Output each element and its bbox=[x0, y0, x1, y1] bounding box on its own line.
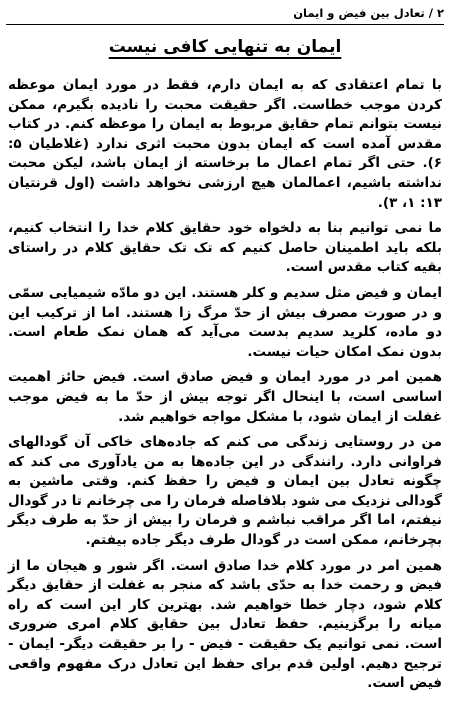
chapter-title bbox=[0, 36, 450, 58]
paragraph: همین امر در مورد ایمان و فیض صادق است. فیض حائز اهمیت اساسی است، با اینحال اگر توجه بیش از حدّ ما به فیض موجب غفلت از ایمان شود، با مشکل مواجه خواهیم شد. bbox=[8, 369, 442, 425]
paragraph: ایمان و فیض مثل سدیم و کلر هستند. این دو مادّه شیمیایی سمّی و در صورت مصرف بیش از حدّ مرگ زا هستند. اما از ترکیب این دو ماده، کلرید سدیم بدست می‌آید که همان نمک طعام است. بدون نمک امکان حیات نیست. bbox=[8, 284, 442, 360]
paragraph: با تمام اعتقادی که به ایمان دارم، فقط در مورد ایمان موعظه کردن موجب خطاست. اگر حقیقت محبت را نادیده بگیرم، ممکن نیست بتوانم تمام حقایق مربوط به ایمان را موعظه کنم. در کتاب مقدس آمده است که ایمان بدون محبت اثری ندارد (غلاطیان ۵: ۶). حتی اگر تمام اعمال ما برخاسته از ایمان باشد، لیکن محبت نداشته باشیم، اعمالمان هیچ ارزشی نخواهد داشت (اول قرنتیان ۱۳: ۱، ۳). bbox=[8, 77, 442, 211]
paragraph: همین امر در مورد کلام خدا صادق است. اگر شور و هیجان ما از فیض و رحمت خدا به حدّی باشد که منجر به غفلت از حقایق دیگر کلام شود، دچار خطا خواهیم شد. بهترین کار این است که راه میانه را برگزینیم. حفظ تعادل بین حقایق کلام امری ضروری است. نمی توانیم یک حقیقت - فیض - را بر حقیقت دیگر- ایمان - ترجیح دهیم. اولین قدم برای حفظ این تعادل درک مفهوم واقعی فیض است. bbox=[8, 557, 442, 692]
running-header bbox=[6, 2, 444, 25]
running-header-text: ۲ / تعادل بین فیض و ایمان bbox=[293, 6, 444, 20]
paragraph: ما نمی توانیم بنا به دلخواه خود حقایق کلام خدا را انتخاب کنیم، بلکه باید اطمینان حاصل کنیم که تک تک حقایق کلام در راستای بقیه کتاب مقدس است. bbox=[8, 220, 442, 276]
body-text bbox=[8, 76, 442, 723]
chapter-title-text: ایمان به تنهایی کافی نیست bbox=[108, 37, 342, 57]
paragraph: من در روستایی زندگی می کنم که جاده‌های خاکی آن گودالهای فراوانی دارد. رانندگی در این جاده‌ها به من یادآوری می کند که چگونه تعادل بین ایمان و فیض را حفظ کنم. وقتی ماشین به گودالی نزدیک می شود بلافاصله فرمان را می چرخانم تا در گودال نیفتم، اما اگر مراقب نباشم و فرمان را بیش از حدّ به طرف دیگر بچرخانم، ممکن است در گودال طرف دیگر جاده بیفتم. bbox=[8, 434, 442, 549]
